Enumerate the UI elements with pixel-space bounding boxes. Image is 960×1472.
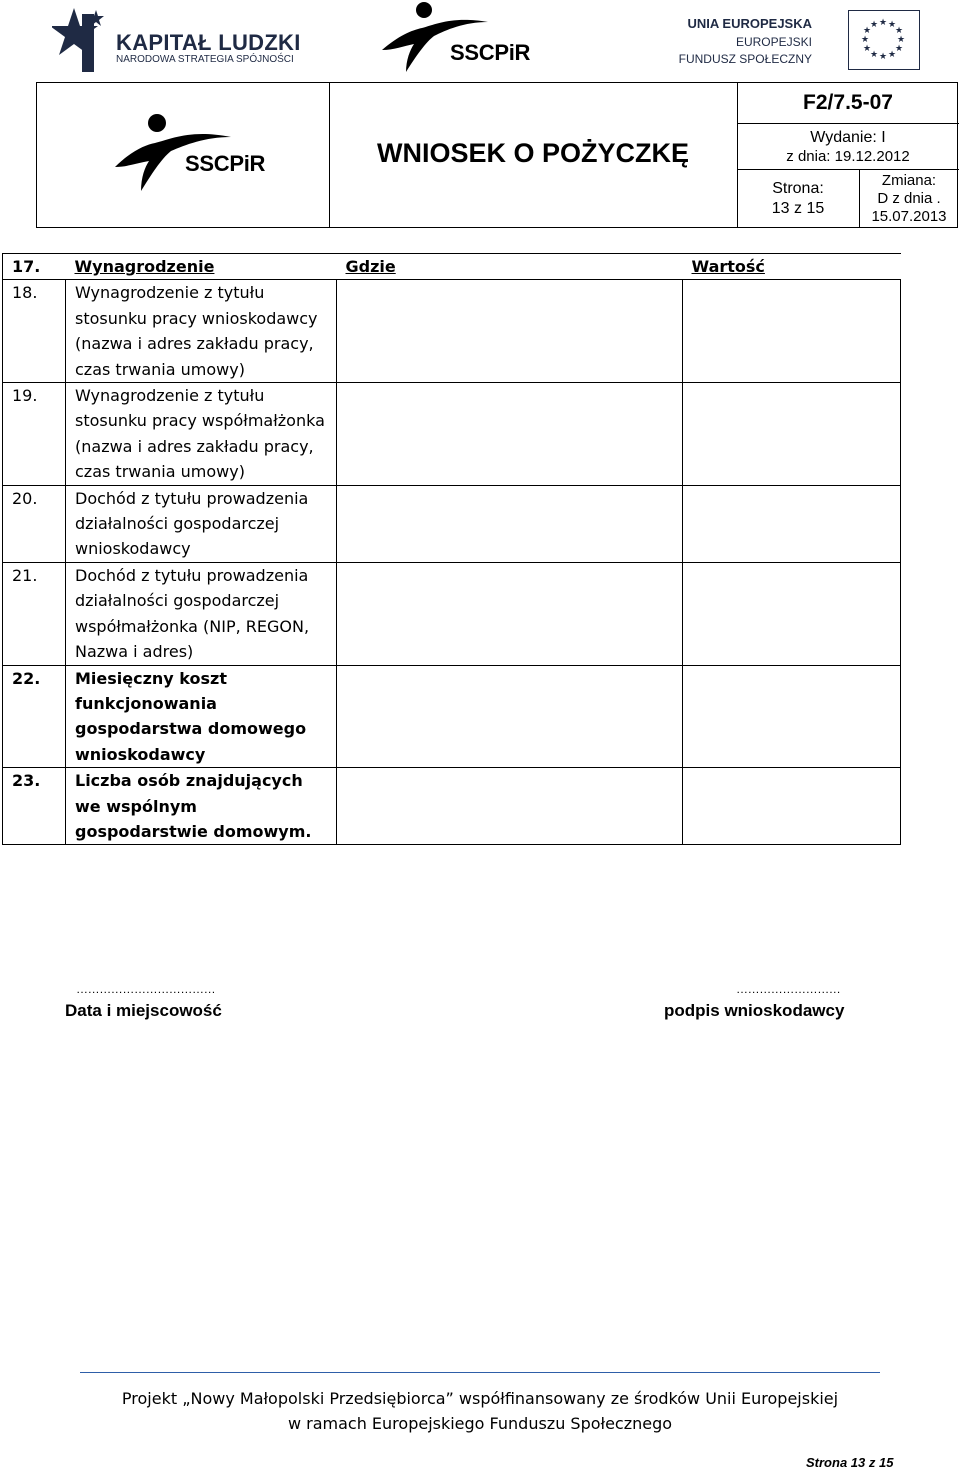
page-value: 13 z 15 — [771, 200, 825, 217]
table-row — [3, 665, 901, 768]
signature-label: podpis wnioskodawcy — [664, 1001, 845, 1020]
document-title: WNIOSEK O POŻYCZKĘ — [376, 138, 690, 168]
eu-flag-icon — [848, 10, 920, 70]
kapital-ludzki-logo — [52, 4, 301, 74]
row-value-field[interactable] — [683, 768, 901, 845]
header-label: Wynagrodzenie — [74, 257, 215, 276]
row-num: 19. — [3, 383, 66, 486]
table-header-row — [3, 254, 901, 280]
row-value-field[interactable] — [683, 485, 901, 562]
row-value-field[interactable] — [683, 383, 901, 486]
document-code: F2/7.5-07 — [803, 91, 893, 114]
row-label: Wynagrodzenie z tytułu stosunku pracy współmałżonka (nazwa i adres zakładu pracy, czas trwania umowy) — [66, 383, 337, 486]
svg-text:★: ★ — [896, 35, 906, 45]
svg-text:★: ★ — [862, 26, 872, 36]
row-where-field[interactable] — [337, 768, 683, 845]
page-label: Strona: — [772, 180, 824, 197]
document-header — [36, 82, 958, 228]
row-num: 18. — [3, 280, 66, 383]
table-row — [3, 280, 901, 383]
date-place-label: Data i miejscowość — [65, 1001, 222, 1020]
row-num: 22. — [3, 665, 66, 768]
row-value-field[interactable] — [683, 280, 901, 383]
svg-text:★: ★ — [894, 26, 904, 36]
svg-text:★: ★ — [860, 35, 870, 45]
row-label: Miesięczny koszt funkcjonowania gospodarstwa domowego wnioskodawcy — [66, 665, 337, 768]
svg-text:★: ★ — [878, 18, 888, 28]
footer-line2: w ramach Europejskiego Funduszu Społecznego — [287, 1414, 673, 1433]
signature-dots[interactable]: ……………………… — [736, 982, 841, 996]
row-label: Dochód z tytułu prowadzenia działalności gospodarczej współmałżonka (NIP, REGON, Nazwa i adres) — [66, 562, 337, 665]
change-date: 15.07.2013 — [871, 208, 947, 225]
sscpir-header-logo — [113, 111, 293, 211]
edition-label: Wydanie: I — [810, 129, 886, 146]
change-value: D z dnia . — [877, 190, 941, 207]
row-label: Wynagrodzenie z tytułu stosunku pracy wnioskodawcy (nazwa i adres zakładu pracy, czas trwania umowy) — [66, 280, 337, 383]
date-place-dots[interactable]: ……………………………… — [76, 982, 216, 996]
svg-text:★: ★ — [869, 20, 879, 30]
svg-text:★: ★ — [862, 44, 872, 54]
footer-line1: Projekt „Nowy Małopolski Przedsiębiorca” współfinansowany ze środków Unii Europejskiej — [121, 1389, 839, 1408]
table-row — [3, 768, 901, 845]
svg-text:★: ★ — [894, 44, 904, 54]
header-num: 17. — [3, 254, 66, 280]
row-num: 21. — [3, 562, 66, 665]
sscpir-top-text: SSCPiR — [450, 40, 531, 65]
change-label: Zmiana: — [881, 172, 937, 189]
kapital-ludzki-subtitle: NARODOWA STRATEGIA SPÓJNOŚCI — [116, 54, 294, 65]
row-where-field[interactable] — [337, 280, 683, 383]
row-where-field[interactable] — [337, 665, 683, 768]
kapital-ludzki-star-icon — [52, 4, 114, 74]
row-label: Dochód z tytułu prowadzenia działalności gospodarczej wnioskodawcy — [66, 485, 337, 562]
edition-date: z dnia: 19.12.2012 — [786, 148, 910, 165]
income-table — [2, 253, 901, 845]
sscpir-top-logo — [376, 0, 536, 74]
row-label: Liczba osób znajdujących we wspólnym gospodarstwie domowym. — [66, 768, 337, 845]
header-where: Gdzie — [345, 257, 396, 276]
svg-text:★: ★ — [887, 20, 897, 30]
table-row — [3, 562, 901, 665]
footer-page-number: Strona 13 z 15 — [806, 1455, 894, 1470]
row-value-field[interactable] — [683, 562, 901, 665]
svg-text:★: ★ — [887, 50, 897, 60]
table-row — [3, 383, 901, 486]
row-num: 20. — [3, 485, 66, 562]
eu-line1: UNIA EUROPEJSKA — [687, 16, 812, 31]
header-value: Wartość — [691, 257, 765, 276]
svg-text:★: ★ — [878, 52, 888, 62]
table-row — [3, 485, 901, 562]
row-where-field[interactable] — [337, 383, 683, 486]
sscpir-header-text: SSCPiR — [185, 151, 266, 176]
row-num: 23. — [3, 768, 66, 845]
eu-line3: FUNDUSZ SPOŁECZNY — [678, 52, 812, 66]
kapital-ludzki-title: KAPITAŁ LUDZKI — [116, 30, 301, 55]
footer-divider — [80, 1372, 880, 1373]
row-where-field[interactable] — [337, 562, 683, 665]
eu-logo — [678, 10, 922, 72]
svg-text:★: ★ — [869, 50, 879, 60]
eu-line2: EUROPEJSKI — [735, 35, 812, 49]
row-where-field[interactable] — [337, 485, 683, 562]
row-value-field[interactable] — [683, 665, 901, 768]
